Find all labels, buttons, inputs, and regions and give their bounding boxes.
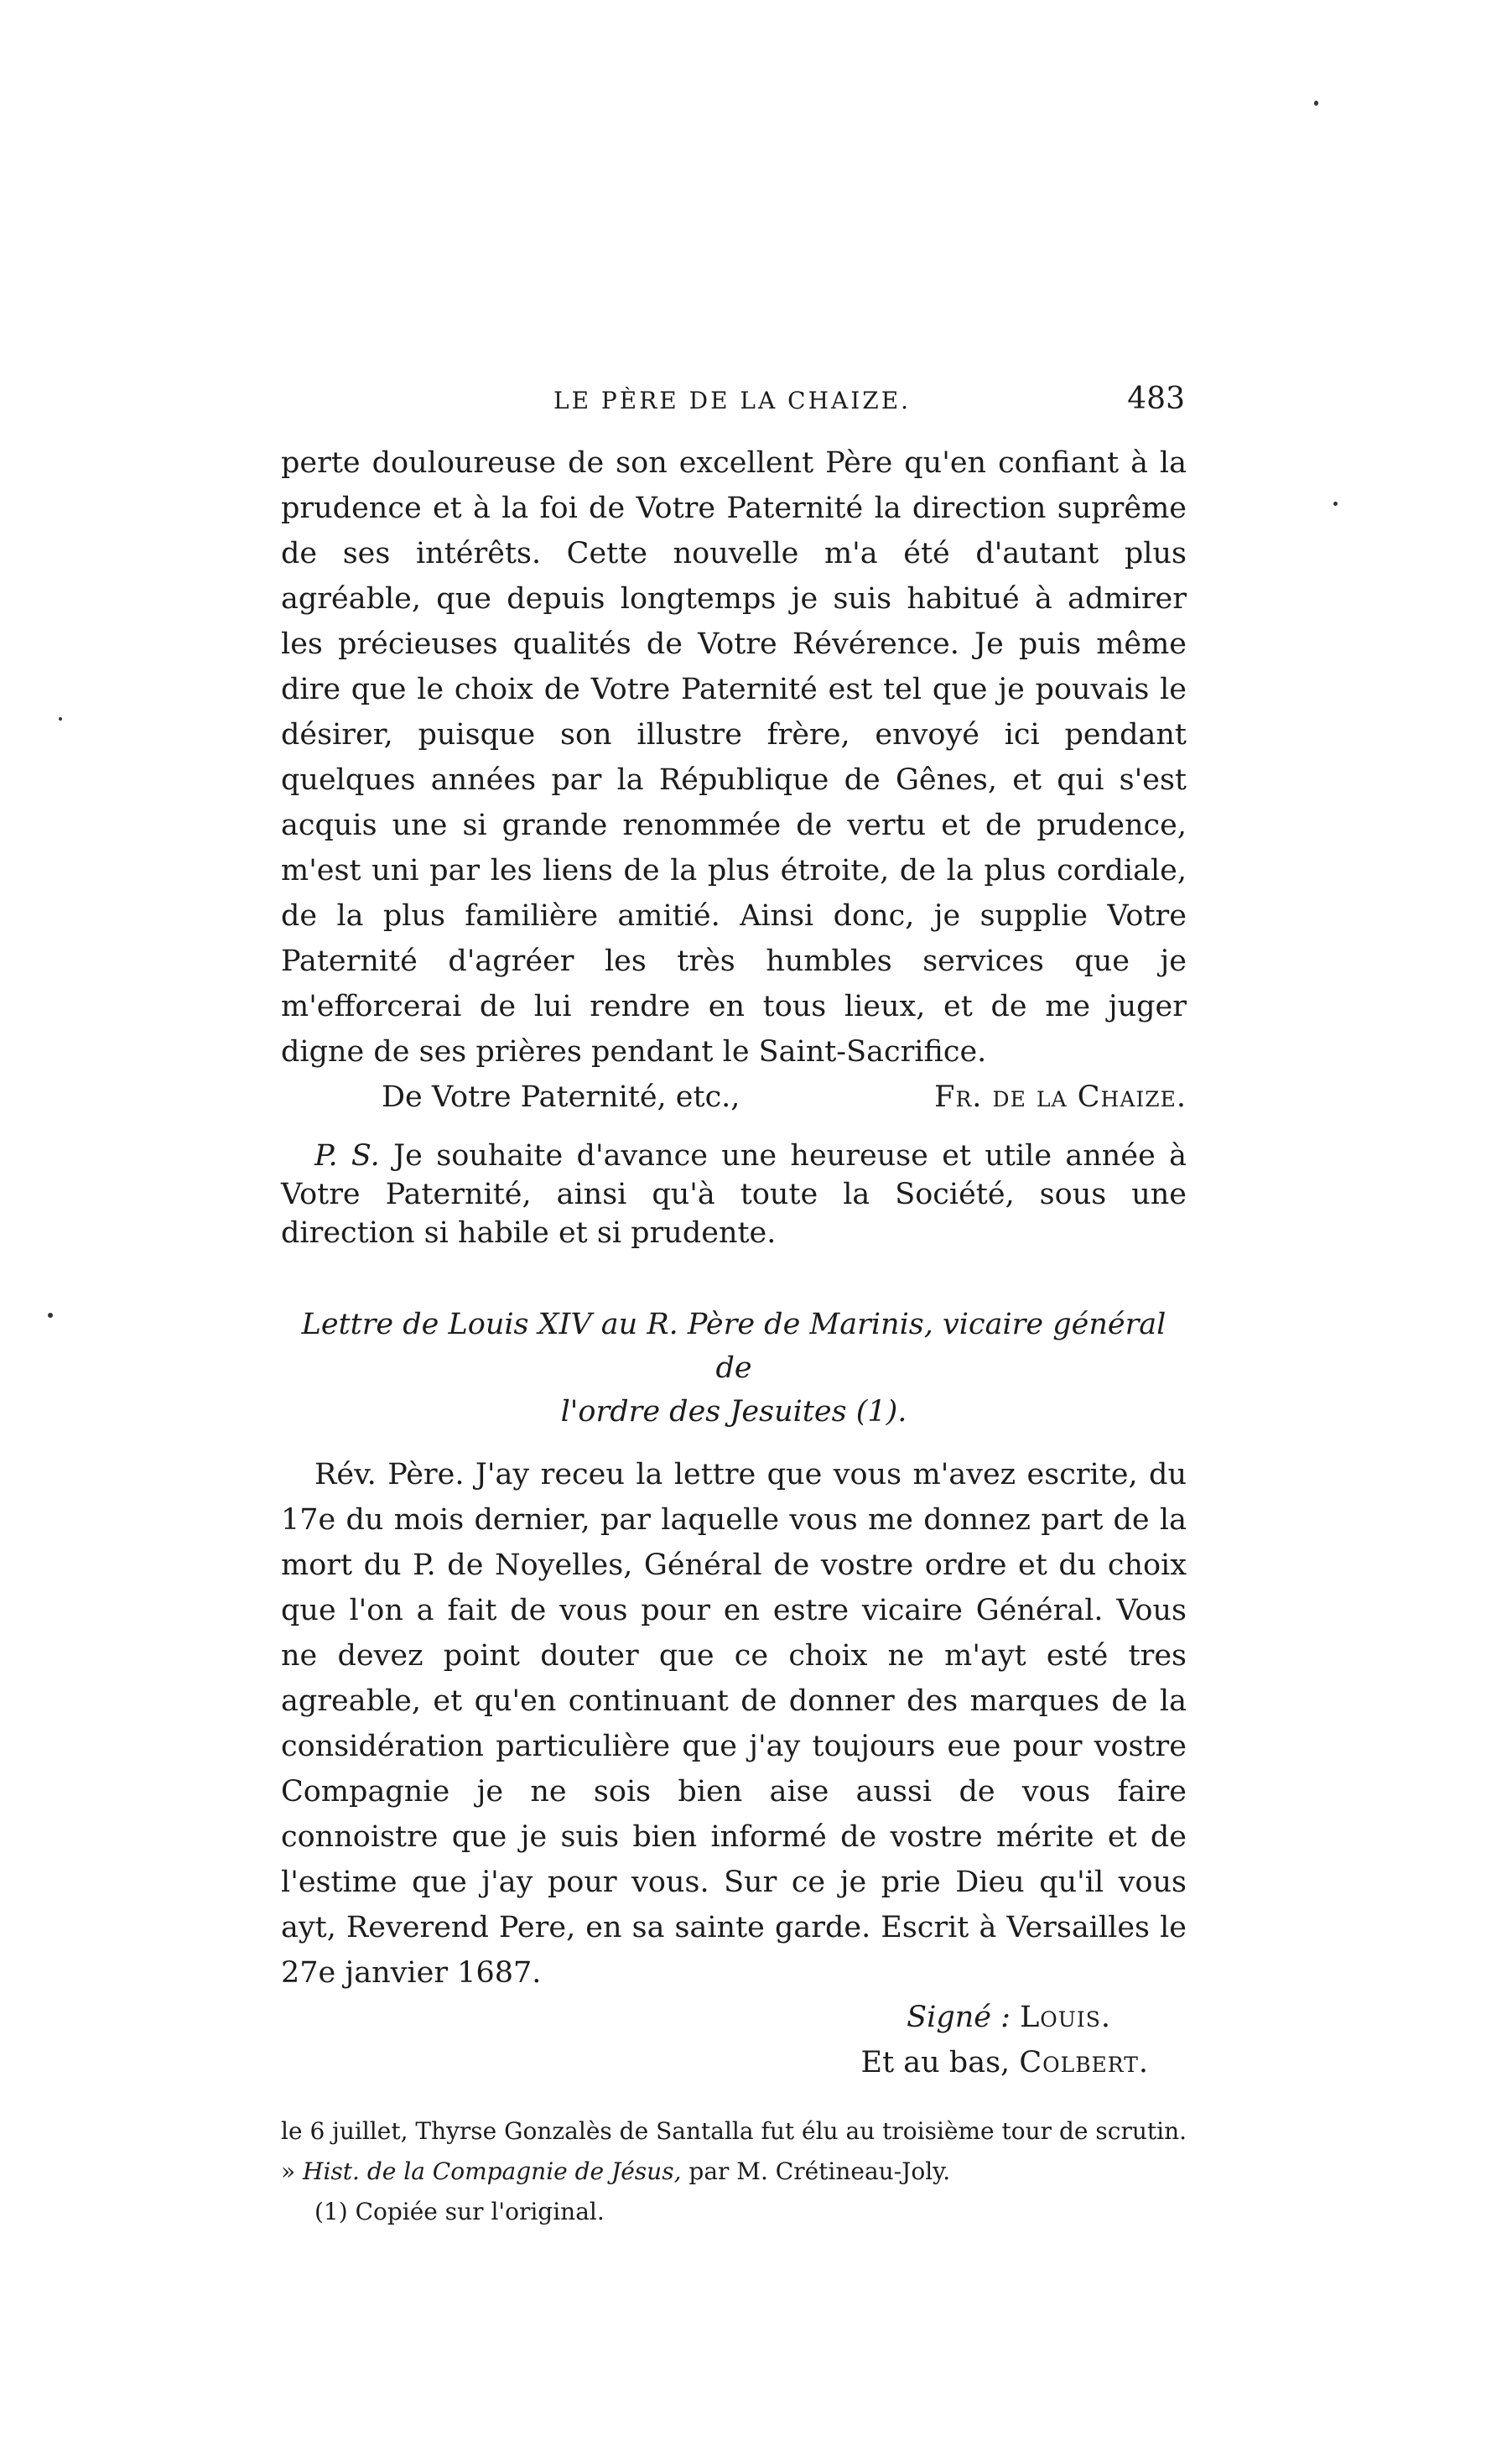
letter-title [281,1303,1187,1434]
postscript-label: P. S. [314,1139,380,1173]
signature-label: Signé : [907,2001,1011,2034]
book-page [281,382,1187,2225]
letter-title-line-2: l'ordre des Jesuites (1). [560,1395,907,1429]
footnote-1: (1) Copiée sur l'original. [314,2198,605,2225]
paragraph-letter-continuation: perte douloureuse de son excellent Père qu'en confiant à la prudence et à la foi de Votre Paternité la direction suprême de ses intérêts. Cette nouvelle m'a été d'autant plus agréable, que depuis longtemps je suis habitué à admirer les précieuses qualités de Votre Révérence. Je puis même dire que le choix de Votre Paternité est tel que je pouvais le désirer, puisque son illustre frère, envoyé ici pendant quelques années par la République de Gênes, et qui s'est acquis une si grande renommée de vertu et de prudence, m'est uni par les liens de la plus étroite, de la plus cordiale, de la plus familière amitié. Ainsi donc, je supplie Votre Paternité d'agréer les très humbles services que je m'efforcerai de lui rendre en tous lieux, et de me juger digne de ses prières pendant le Saint-Sacrifice. [281,446,1187,1069]
footnote-continued [281,2111,1187,2192]
postscript-text: Je souhaite d'avance une heureuse et utile année à Votre Paternité, ainsi qu'à toute la Société, sous une direction si habile et si prudente. [281,1139,1187,1250]
footnote-continued-text-2: par M. Crétineau-Joly. [688,2157,951,2185]
countersignature-label: Et au bas, [860,2046,1011,2079]
scan-speck [48,1313,53,1318]
signature-name: Louis. [1020,2001,1111,2034]
letter-title-line-1: Lettre de Louis XIV au R. Père de Marinis, vicaire général de [301,1308,1166,1385]
letter-signature [281,1996,1187,2039]
scan-speck [59,717,62,721]
footnote-continued-text-1: le 6 juillet, Thyrse Gonzalès de Santalla fut élu au troisième tour de scrutin. » [281,2117,1187,2185]
footnotes [281,2111,1187,2232]
letter-countersignature [281,2039,1187,2086]
page-header [281,382,1187,425]
closing-line [281,1075,1187,1120]
countersignature-name: Colbert. [1019,2046,1149,2079]
running-title: LE PÈRE DE LA CHAIZE. [553,387,912,414]
scan-speck [1333,502,1338,506]
postscript [281,1137,1187,1252]
footnote-continued-reference: Hist. de la Compagnie de Jésus, [303,2157,682,2185]
closing-salutation: De Votre Paternité, etc., [382,1080,740,1114]
closing-signature: Fr. de la Chaize. [934,1080,1187,1114]
scan-speck [1314,101,1318,106]
letter-body: Rév. Père. J'ay receu la lettre que vous m'avez escrite, du 17e du mois dernier, par laquelle vous me donnez part de la mort du P. de Noyelles, Général de vostre ordre et du choix que l'on a fait de vous pour en estre vicaire Général. Vous ne devez point douter que ce choix ne m'ayt esté tres agreable, et qu'en continuant de donner des marques de la considération particulière que j'ay toujours eue pour vostre Compagnie je ne sois bien aise aussi de vous faire connoistre que je suis bien informé de vostre mérite et de l'estime que j'ay pour vous. Sur ce je prie Dieu qu'il vous ayt, Reverend Pere, en sa sainte garde. Escrit à Versailles le 27e janvier 1687. [281,1458,1187,1990]
page-number: 483 [1127,382,1185,416]
